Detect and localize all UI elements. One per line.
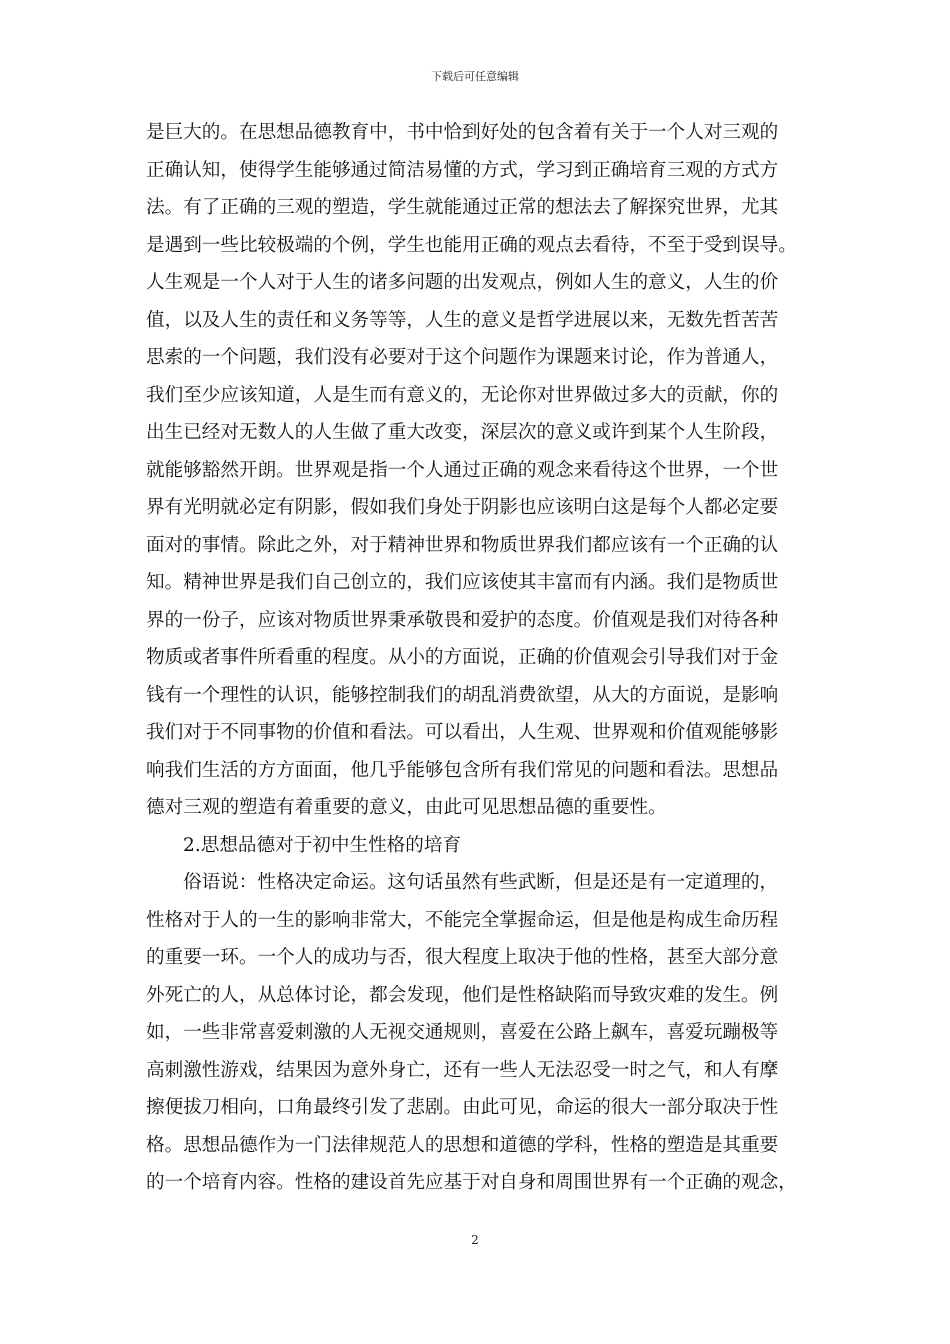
text-line: 就能够豁然开朗。世界观是指一个人通过正确的观念来看待这个世界，一个世	[146, 459, 779, 481]
text-line: 我们对于不同事物的价值和看法。可以看出，人生观、世界观和价值观能够影	[146, 722, 779, 743]
text-line: 界的一份子，应该对物质世界秉承敬畏和爱护的态度。价值观是我们对待各种	[146, 609, 779, 631]
text-line: 是巨大的。在思想品德教育中，书中恰到好处的包含着有关于一个人对三观的	[146, 122, 779, 143]
text-line: 正确认知，使得学生能够通过简洁易懂的方式，学习到正确培育三观的方式方	[146, 159, 779, 181]
text-line: 的一个培育内容。性格的建设首先应基于对自身和周围世界有一个正确的观念，	[146, 1172, 797, 1193]
text-line: 高刺激性游戏，结果因为意外身亡，还有一些人无法忍受一时之气，和人有摩	[146, 1059, 779, 1081]
section-heading: 2.思想品德对于初中生性格的培育	[183, 834, 462, 856]
page-number: 2	[471, 1233, 479, 1247]
text-line: 思索的一个问题，我们没有必要对于这个问题作为课题来讨论，作为普通人，	[146, 347, 779, 368]
text-line: 俗语说：性格决定命运。这句话虽然有些武断，但是还是有一定道理的，	[183, 872, 779, 893]
text-line: 性格对于人的一生的影响非常大，不能完全掌握命运，但是他是构成生命历程	[146, 909, 779, 931]
text-line: 面对的事情。除此之外，对于精神世界和物质世界我们都应该有一个正确的认	[146, 534, 779, 556]
text-line: 擦便拔刀相向，口角最终引发了悲剧。由此可见，命运的很大一部分取决于性	[146, 1097, 779, 1118]
text-line: 德对三观的塑造有着重要的意义，由此可见思想品德的重要性。	[146, 797, 667, 818]
text-line: 物质或者事件所看重的程度。从小的方面说，正确的价值观会引导我们对于金	[146, 647, 779, 668]
document-body	[146, 114, 814, 1202]
text-line: 法。有了正确的三观的塑造，学生就能通过正常的想法去了解探究世界，尤其	[146, 197, 779, 218]
text-line: 格。思想品德作为一门法律规范人的思想和道德的学科，性格的塑造是其重要	[146, 1134, 779, 1156]
text-line: 外死亡的人，从总体讨论，都会发现，他们是性格缺陷而导致灾难的发生。例	[146, 984, 779, 1006]
text-line: 钱有一个理性的认识，能够控制我们的胡乱消费欲望，从大的方面说，是影响	[146, 684, 779, 706]
text-line: 值，以及人生的责任和义务等等，人生的意义是哲学进展以来，无数先哲苦苦	[146, 309, 779, 331]
text-line: 的重要一环。一个人的成功与否，很大程度上取决于他的性格，甚至大部分意	[146, 947, 779, 968]
text-line: 知。精神世界是我们自己创立的，我们应该使其丰富而有内涵。我们是物质世	[146, 572, 779, 593]
page-header: 下载后可任意编辑	[431, 70, 519, 83]
paragraph-1	[146, 114, 814, 827]
text-line: 是遇到一些比较极端的个例，学生也能用正确的观点去看待，不至于受到误导。	[146, 234, 797, 256]
text-line: 人生观是一个人对于人生的诸多问题的出发观点，例如人生的意义，人生的价	[146, 272, 779, 293]
text-line: 我们至少应该知道，人是生而有意义的，无论你对世界做过多大的贡献，你的	[146, 384, 779, 406]
paragraph-2	[146, 864, 814, 1202]
text-line: 响我们生活的方方面面，他几乎能够包含所有我们常见的问题和看法。思想品	[146, 759, 779, 781]
text-line: 如，一些非常喜爱刺激的人无视交通规则，喜爱在公路上飙车，喜爱玩蹦极等	[146, 1022, 779, 1043]
text-line: 界有光明就必定有阴影，假如我们身处于阴影也应该明白这是每个人都必定要	[146, 497, 779, 518]
text-line: 出生已经对无数人的人生做了重大改变，深层次的意义或许到某个人生阶段，	[146, 422, 779, 443]
